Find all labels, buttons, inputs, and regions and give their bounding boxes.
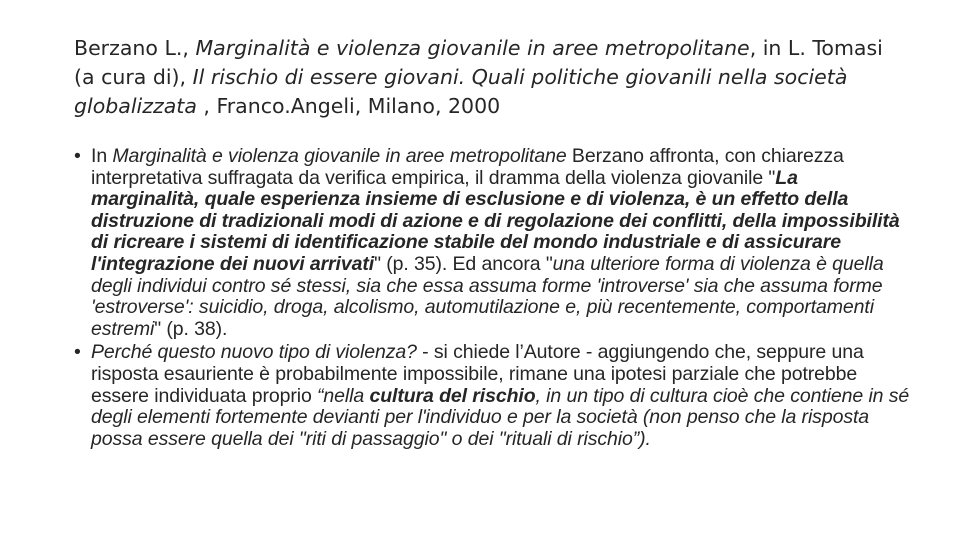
bullet-item-2	[74, 342, 910, 450]
bullet-2-question: Perché questo nuovo tipo di violenza?	[91, 341, 417, 364]
bullet-1-text: Berzano affronta, con chiarezza interpretativa suffragata da verifica empirica, il dramma della violenza giovanile "	[91, 145, 844, 189]
bullet-2-italic-rest: , in un tipo di cultura cioè che contiene in sé degli elementi fortemente devianti per l'individuo e per la società (non penso che la risposta possa essere quella dei "riti di passaggio" o dei "rituali di rischio”).	[91, 384, 910, 450]
bullet-1-bold-quote: La marginalità, quale esperienza insieme di esclusione e di violenza, è un effetto della distruzione di tradizionali modi di azione e di regolazione dei conflitti, della impossibilità di ricreare i sistemi di identificazione stabile del mondo industriale e di assicurare l'integrazione dei nuovi arrivati	[91, 166, 900, 275]
bullet-marker: •	[74, 341, 81, 364]
citation-essay-title: Marginalità e violenza giovanile in aree metropolitane	[195, 36, 750, 60]
bullet-item-1	[74, 146, 910, 340]
bullet-1-essay-title: Marginalità e violenza giovanile in aree metropolitane	[112, 145, 567, 167]
citation-publisher: , Franco.Angeli, Milano, 2000	[196, 94, 501, 118]
bullet-1-page-ref-2: " (p. 38).	[154, 317, 228, 340]
bullet-1-italic-quote: una ulteriore forma di violenza è quella degli individui contro sé stessi, sia che essa assuma forme 'introverse' sia che assuma forme 'estroverse': suicidio, droga, alcolismo, automutilazione e, più recentemente, comportamenti estremi	[91, 252, 884, 340]
bullet-2-text: - si chiede l’Autore - aggiungendo che, seppure una risposta esauriente è probabilmente impossibile, rimane una ipotesi parziale che potrebbe essere individuata proprio	[91, 341, 864, 407]
citation-book-title: Il rischio di essere giovani. Quali politiche giovanili nella società globalizzata	[74, 65, 848, 118]
bullet-marker: •	[74, 145, 81, 167]
citation-author: Berzano L.,	[74, 36, 196, 60]
citation-editor: , in L. Tomasi (a cura di),	[74, 36, 883, 89]
bibliographic-citation	[74, 34, 894, 121]
bullet-1-page-ref: " (p. 35). Ed ancora "	[374, 252, 553, 275]
bullet-list	[74, 146, 910, 452]
bullet-2-italic-open: “nella	[317, 384, 370, 407]
bullet-2-bold-phrase: cultura del rischio	[369, 384, 536, 407]
bullet-1-intro: In	[91, 145, 113, 167]
